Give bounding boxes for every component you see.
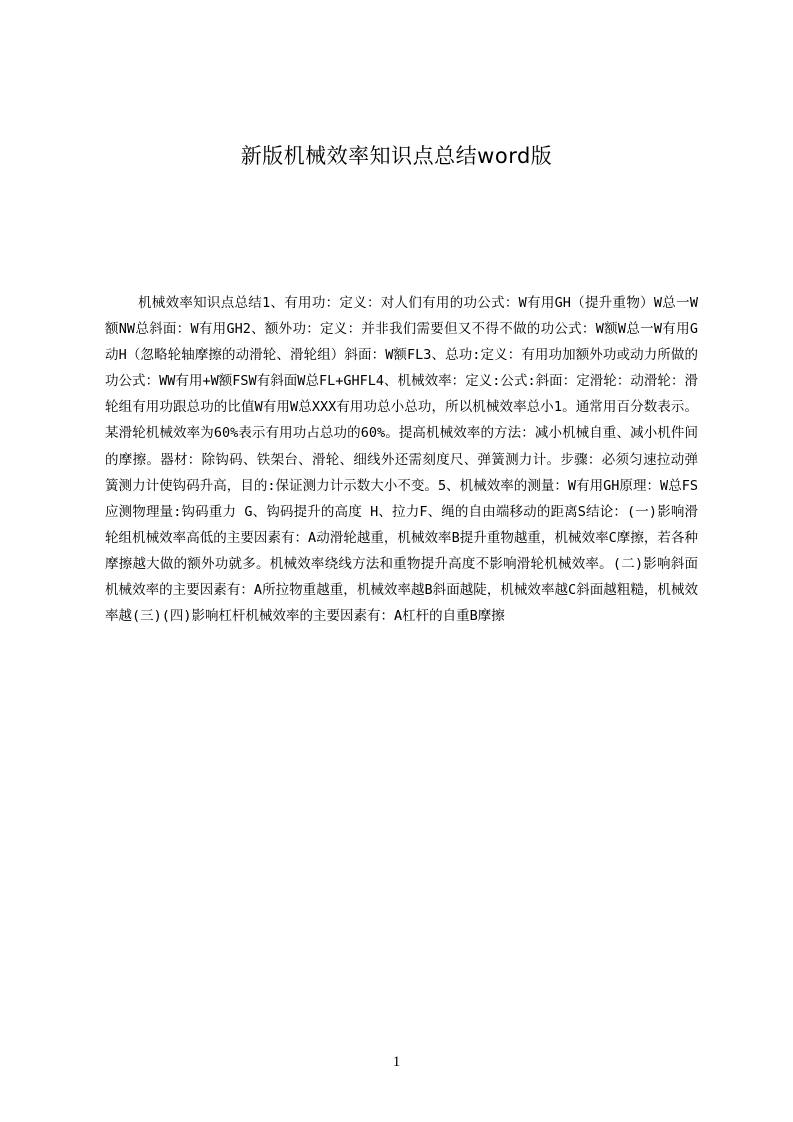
document-title: 新版机械效率知识点总结word版 [240, 144, 553, 168]
page-number: 1 [392, 1054, 401, 1070]
document-body-text: 机械效率知识点总结1、有用功：定义：对人们有用的功公式：W有用GH（提升重物）W总一W额NW总斜面：W有用GH2、额外功：定义：并非我们需要但又不得不做的功公式：W额W总一W有用G动H（忽略轮轴摩擦的动滑轮、滑轮组）斜面：W额FL3、总功:定义：有用功加额外功或动力所做的功公式：WW有用+W额FSW有斜面W总FL+GHFL4、机械效率：定义:公式:斜面：定滑轮：动滑轮：滑轮组有用功跟总功的比值W有用W总XXX有用功总小总功，所以机械效率总小1。通常用百分数表示。某滑轮机械效率为60%表示有用功占总功的60%。提高机械效率的方法：减小机械自重、减小机件间的摩擦。器材：除钩码、铁架台、滑轮、细线外还需刻度尺、弹簧测力计。步骤：必须匀速拉动弹簧测力计使钩码升高，目的:保证测力计示数大小不变。5、机械效率的测量：W有用GH原理：W总FS应测物理量:钩码重力 G、钩码提升的高度 H、拉力F、绳的自由端移动的距离S结论：(一)影响滑轮组机械效率高低的主要因素有：A动滑轮越重，机械效率B提升重物越重，机械效率C摩擦，若各种摩擦越大做的额外功就多。机械效率绕线方法和重物提升高度不影响滑轮机械效率。(二)影响斜面机械效率的主要因素有：A所拉物重越重，机械效率越B斜面越陡，机械效率越C斜面越粗糙，机械效率越(三)(四)影响杠杆机械效率的主要因素有：A杠杆的自重B摩擦 [105, 295, 698, 625]
